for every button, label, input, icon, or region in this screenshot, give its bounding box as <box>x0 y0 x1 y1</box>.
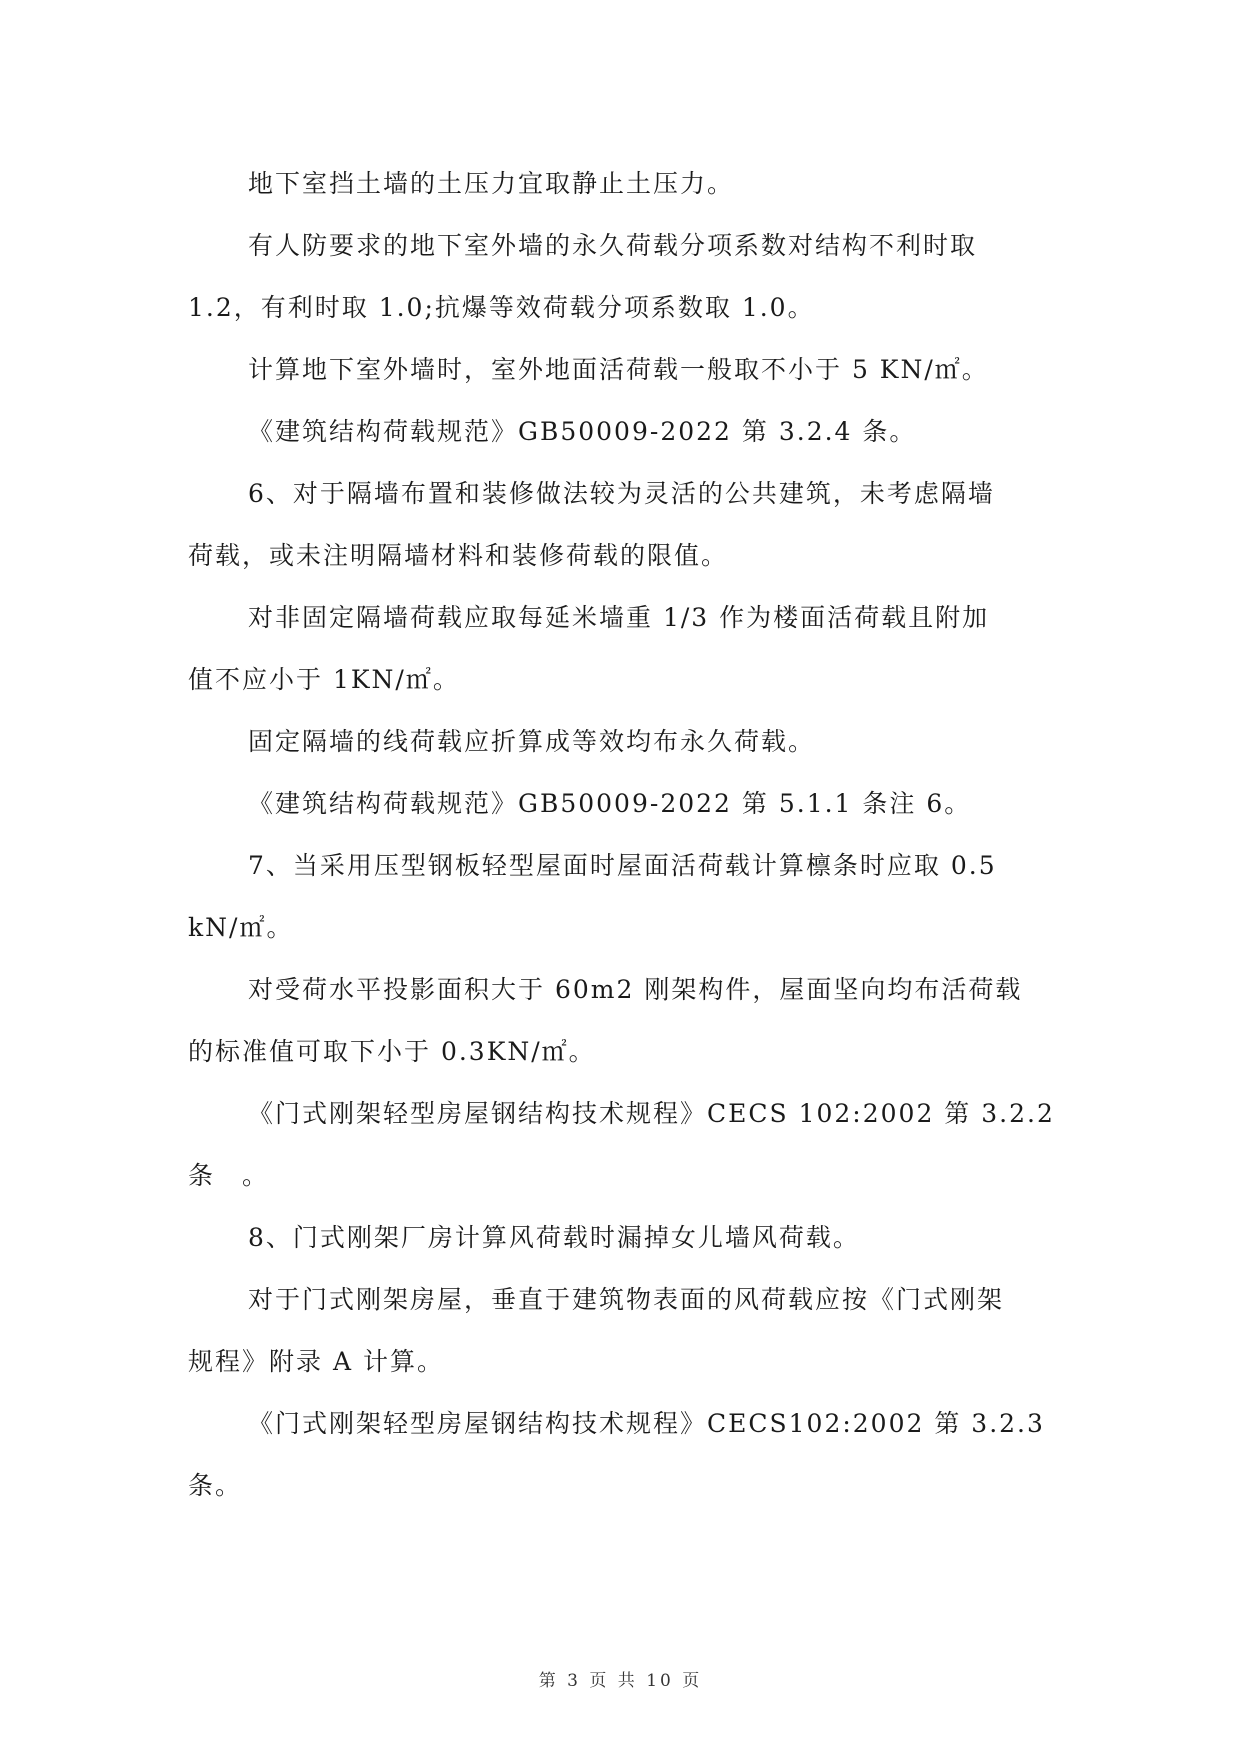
text-line: 有人防要求的地下室外墙的永久荷载分项系数对结构不利时取 <box>248 231 978 260</box>
text-line: 荷载，或未注明隔墙材料和装修荷载的限值。 <box>188 541 729 570</box>
page-footer: 第 3 页 共 10 页 <box>538 1671 703 1691</box>
text-line: 的标准值可取下小于 0.3KN/㎡。 <box>188 1037 596 1066</box>
text-line: 《门式刚架轻型房屋钢结构技术规程》CECS102:2002 第 3.2.3 <box>248 1409 1045 1438</box>
text-line: 《建筑结构荷载规范》GB50009-2022 第 5.1.1 条注 6。 <box>248 789 972 818</box>
text-line: 对于门式刚架房屋，垂直于建筑物表面的风荷载应按《门式刚架 <box>248 1285 1005 1314</box>
text-line: 条 。 <box>188 1161 270 1190</box>
text-line: 6、对于隔墙布置和装修做法较为灵活的公共建筑，未考虑隔墙 <box>248 479 995 508</box>
text-line: 值不应小于 1KN/㎡。 <box>188 665 460 694</box>
text-line: 7、当采用压型钢板轻型屋面时屋面活荷载计算檩条时应取 0.5 <box>248 851 997 880</box>
text-line: 固定隔墙的线荷载应折算成等效均布永久荷载。 <box>248 727 816 756</box>
text-line: 条。 <box>188 1471 243 1500</box>
text-line: 规程》附录 A 计算。 <box>188 1347 444 1376</box>
text-line: 《门式刚架轻型房屋钢结构技术规程》CECS 102:2002 第 3.2.2 <box>248 1099 1055 1128</box>
text-line: 对非固定隔墙荷载应取每延米墙重 1/3 作为楼面活荷载且附加 <box>248 603 990 632</box>
text-line: 《建筑结构荷载规范》GB50009-2022 第 3.2.4 条。 <box>248 417 917 446</box>
text-line: 对受荷水平投影面积大于 60m2 刚架构件，屋面坚向均布活荷载 <box>248 975 1023 1004</box>
text-line: 1.2，有利时取 1.0;抗爆等效荷载分项系数取 1.0。 <box>188 293 815 322</box>
text-line: 地下室挡土墙的土压力宜取静止土压力。 <box>248 169 735 198</box>
text-line: 计算地下室外墙时，室外地面活荷载一般取不小于 5 KN/㎡。 <box>248 355 989 384</box>
text-line: kN/㎡。 <box>188 913 294 942</box>
text-line: 8、门式刚架厂房计算风荷载时漏掉女儿墙风荷载。 <box>248 1223 860 1252</box>
